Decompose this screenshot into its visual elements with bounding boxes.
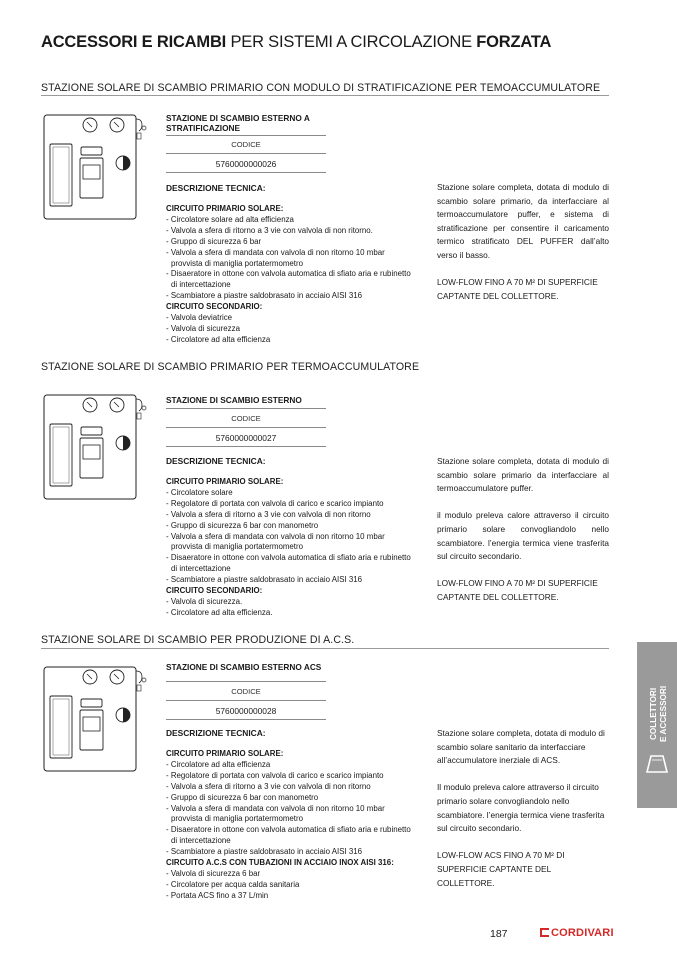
circuit-heading: CIRCUITO SECONDARIO: — [166, 302, 263, 312]
page-title-light: PER SISTEMI A CIRCOLAZIONE — [230, 33, 472, 51]
station-drawing — [41, 388, 151, 504]
description-paragraph: Il modulo preleva calore attraverso il circuito primario solare convogliandolo nello scambiatore. l’energia termica viene trasferita sul circuito secondario. — [437, 782, 605, 834]
description-paragraph: Stazione solare completa, dotata di modulo di scambio solare sanitario da interfacciare all’accumulatore inerziale di ACS. — [437, 728, 605, 766]
divider — [166, 700, 326, 701]
description-paragraph: Stazione solare completa, dotata di modulo di scambio solare primario da interfacciare al termoaccumulatore puffer. — [437, 456, 609, 494]
product-code: 5760000000026 — [215, 159, 277, 169]
spec-item: - Valvola deviatrice — [166, 313, 233, 323]
code-label: CODICE — [231, 140, 261, 149]
spec-item: - Scambiatore a piastre saldobrasato in acciaio AISI 316 — [166, 847, 363, 857]
divider — [166, 172, 326, 173]
description-text — [437, 455, 609, 618]
spec-item: - Regolatore di portata con valvola di carico e scarico impianto — [166, 498, 384, 508]
spec-item: - Scambiatore a piastre saldobrasato in acciaio AISI 316 — [166, 575, 363, 585]
page-title — [41, 33, 551, 52]
spec-item: - Valvola a sfera di ritorno a 3 vie con valvola di non ritorno. — [166, 225, 373, 235]
spec-item: - Circolatore solare — [166, 487, 233, 497]
spec-list — [166, 204, 416, 346]
side-tab-line1: COLLETTORI — [649, 687, 658, 741]
side-tab-collettori[interactable] — [637, 642, 677, 808]
spec-item: - Disaeratore in ottone con valvola automatica di sfiato aria e rubinetto di intercettazione — [166, 825, 411, 846]
description-paragraph: LOW-FLOW FINO A 70 M² DI SUPERFICIE CAPTANTE DEL COLLETTORE. — [437, 578, 598, 602]
divider — [166, 135, 326, 136]
spec-item: - Gruppo di sicurezza 6 bar — [166, 236, 262, 246]
spec-item: - Valvola a sfera di mandata con valvola di non ritorno 10 mbar provvista di maniglia portatermometro — [166, 803, 385, 824]
divider — [166, 681, 326, 682]
section-title: STAZIONE SOLARE DI SCAMBIO PRIMARIO PER TERMOACCUMULATORE — [41, 361, 420, 373]
section-divider — [41, 648, 609, 649]
description-paragraph: LOW-FLOW FINO A 70 M² DI SUPERFICIE CAPTANTE DEL COLLETTORE. — [437, 277, 598, 301]
solar-collector-icon — [646, 754, 668, 774]
description-heading: DESCRIZIONE TECNICA: — [166, 456, 266, 466]
spec-item: - Disaeratore in ottone con valvola automatica di sfiato aria e rubinetto di intercettazione — [166, 553, 411, 574]
spec-item: - Valvola a sfera di ritorno a 3 vie con valvola di non ritorno — [166, 781, 371, 791]
circuit-heading: CIRCUITO SECONDARIO: — [166, 586, 263, 596]
section-title: STAZIONE SOLARE DI SCAMBIO PRIMARIO CON MODULO DI STRATIFICAZIONE PER TEMOACCUMULATORE — [41, 82, 601, 94]
divider — [166, 446, 326, 447]
product-name: STAZIONE DI SCAMBIO ESTERNO A STRATIFICAZIONE — [166, 113, 310, 133]
spec-item: - Circolatore per acqua calda sanitaria — [166, 879, 300, 889]
spec-item: - Scambiatore a piastre saldobrasato in acciaio AISI 316 — [166, 291, 363, 301]
side-tab-label — [649, 686, 668, 742]
spec-item: - Valvola di sicurezza. — [166, 596, 243, 606]
circuit-heading: CIRCUITO A.C.S CON TUBAZIONI IN ACCIAIO INOX AISI 316: — [166, 858, 394, 868]
spec-item: - Gruppo di sicurezza 6 bar con manometro — [166, 520, 319, 530]
product-name: STAZIONE DI SCAMBIO ESTERNO ACS — [166, 662, 322, 672]
spec-item: - Circolatore ad alta efficienza. — [166, 607, 273, 617]
product-code: 5760000000027 — [215, 433, 277, 443]
page-title-bold-2: FORZATA — [476, 33, 552, 51]
section-divider — [41, 95, 609, 96]
spec-item: - Valvola di sicurezza — [166, 323, 240, 333]
spec-item: - Portata ACS fino a 37 L/min — [166, 890, 269, 900]
divider — [166, 427, 326, 428]
divider — [166, 153, 326, 154]
circuit-heading: CIRCUITO PRIMARIO SOLARE: — [166, 477, 284, 486]
spec-item: - Valvola a sfera di mandata con valvola di non ritorno 10 mbar provvista di maniglia portatermometro — [166, 247, 385, 268]
description-text — [437, 727, 609, 904]
section-title: STAZIONE SOLARE DI SCAMBIO PER PRODUZIONE DI A.C.S. — [41, 634, 355, 646]
spec-item: - Valvola a sfera di mandata con valvola di non ritorno 10 mbar provvista di maniglia portatermometro — [166, 531, 385, 552]
brand-logo — [540, 927, 614, 939]
code-label: CODICE — [231, 414, 261, 423]
spec-item: - Gruppo di sicurezza 6 bar con manometro — [166, 792, 319, 802]
brand-mark-icon — [540, 928, 549, 937]
circuit-heading: CIRCUITO PRIMARIO SOLARE: — [166, 749, 284, 758]
description-paragraph: il modulo preleva calore attraverso il circuito primario solare convogliandolo nello scambiatore. l’energia termica viene trasferita sul circuito secondario. — [437, 510, 609, 562]
divider — [166, 719, 326, 720]
product-code: 5760000000028 — [215, 706, 277, 716]
circuit-heading: CIRCUITO PRIMARIO SOLARE: — [166, 204, 284, 213]
spec-item: - Circolatore solare ad alta efficienza — [166, 214, 294, 224]
product-name: STAZIONE DI SCAMBIO ESTERNO — [166, 395, 302, 405]
page-number: 187 — [490, 928, 508, 940]
spec-item: - Disaeratore in ottone con valvola automatica di sfiato aria e rubinetto di intercettazione — [166, 269, 411, 290]
page-title-bold-1: ACCESSORI E RICAMBI — [41, 33, 227, 51]
side-tab-line2: E ACCESSORI — [658, 685, 668, 742]
spec-item: - Valvola a sfera di ritorno a 3 vie con valvola di non ritorno — [166, 509, 371, 519]
spec-list — [166, 477, 416, 619]
station-drawing — [41, 108, 151, 224]
description-paragraph: Stazione solare completa, dotata di modulo di scambio solare primario, da interfacciare al termoaccumulatore puffer, e sistema di stratificazione per consentire il caricamento termico stratificato DEL PUFFER dall’alto verso il basso. — [437, 182, 609, 260]
spec-item: - Circolatore ad alta efficienza — [166, 334, 271, 344]
spec-list — [166, 749, 416, 902]
description-heading: DESCRIZIONE TECNICA: — [166, 728, 266, 738]
description-paragraph: LOW-FLOW ACS FINO A 70 M² DI SUPERFICIE CAPTANTE DEL COLLETTORE. — [437, 850, 565, 888]
brand-name: CORDIVARI — [551, 927, 614, 939]
spec-item: - Valvola di sicurezza 6 bar — [166, 868, 261, 878]
spec-item: - Regolatore di portata con valvola di carico e scarico impianto — [166, 770, 384, 780]
description-heading: DESCRIZIONE TECNICA: — [166, 183, 266, 193]
code-label: CODICE — [231, 687, 261, 696]
divider — [166, 408, 326, 409]
station-drawing — [41, 660, 151, 776]
description-text — [437, 181, 609, 317]
spec-item: - Circolatore ad alta efficienza — [166, 759, 271, 769]
